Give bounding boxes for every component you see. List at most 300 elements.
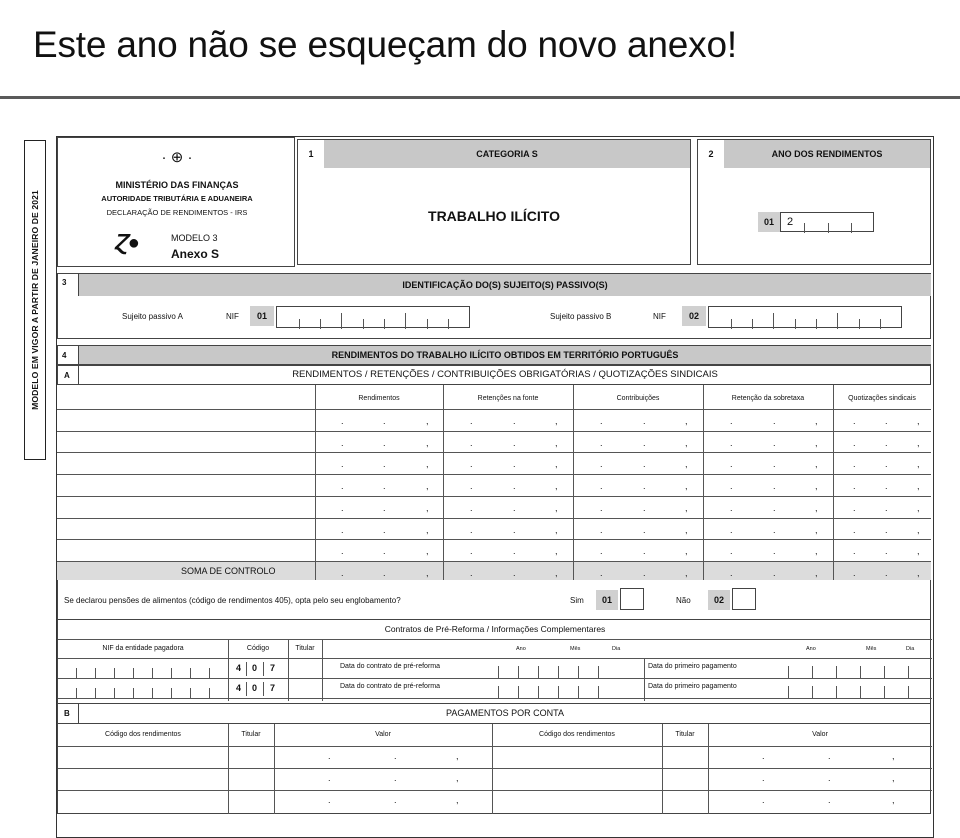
- amount-input[interactable]: [573, 431, 703, 452]
- year-input[interactable]: [780, 212, 874, 232]
- amount-separator: .: [828, 795, 831, 805]
- q4a-header: [57, 365, 931, 385]
- amount-separator: .: [513, 481, 516, 491]
- amount-separator: .: [885, 503, 888, 513]
- q4-header: [57, 345, 931, 365]
- declaration-name: DECLARAÇÃO DE RENDIMENTOS - IRS: [106, 208, 248, 217]
- digit-tick: [538, 666, 539, 678]
- amount-separator: .: [730, 416, 733, 426]
- digit-tick: [538, 686, 539, 698]
- digit-tick: [76, 688, 77, 698]
- ano2-header: Ano: [806, 646, 816, 652]
- digit-tick: [95, 668, 96, 678]
- amount-separator: ,: [685, 459, 688, 469]
- amount-separator: .: [328, 795, 331, 805]
- amount-separator: .: [600, 568, 603, 578]
- amount-separator: ,: [815, 546, 818, 556]
- amount-separator: ,: [426, 568, 429, 578]
- amount-separator: .: [730, 525, 733, 535]
- amount-separator: .: [600, 546, 603, 556]
- amount-separator: .: [341, 525, 344, 535]
- amount-separator: ,: [555, 568, 558, 578]
- digit-tick: [246, 662, 247, 676]
- digit-tick: [788, 666, 789, 678]
- amount-input[interactable]: [703, 474, 833, 495]
- amount-separator: .: [773, 416, 776, 426]
- amount-input[interactable]: [315, 409, 443, 430]
- amount-separator: .: [383, 546, 386, 556]
- nao-field-number: 02: [708, 590, 730, 610]
- side-label-box: [24, 140, 46, 460]
- amount-separator: .: [383, 481, 386, 491]
- amount-separator: ,: [892, 773, 895, 783]
- amount-separator: .: [470, 525, 473, 535]
- amount-separator: ,: [456, 795, 459, 805]
- digit-tick: [209, 668, 210, 678]
- digit-tick: [498, 686, 499, 698]
- amount-separator: ,: [426, 546, 429, 556]
- amount-separator: ,: [917, 481, 920, 491]
- amount-separator: .: [853, 568, 856, 578]
- amount-separator: ,: [917, 525, 920, 535]
- amount-separator: .: [643, 546, 646, 556]
- amount-separator: .: [470, 481, 473, 491]
- anexo-label: Anexo S: [171, 247, 220, 261]
- b-codigo2-header: Código dos rendimentos: [539, 731, 615, 738]
- amount-separator: .: [513, 416, 516, 426]
- q4a-title: RENDIMENTOS / RETENÇÕES / CONTRIBUIÇÕES OBRIGATÓRIAS / QUOTIZAÇÕES SINDICAIS: [78, 366, 931, 384]
- amount-separator: .: [341, 546, 344, 556]
- amount-separator: .: [885, 416, 888, 426]
- amount-separator: .: [853, 525, 856, 535]
- amount-separator: ,: [815, 416, 818, 426]
- amount-separator: .: [643, 459, 646, 469]
- digit-tick: [263, 662, 264, 676]
- b-valor-header: Valor: [375, 731, 391, 738]
- amount-input[interactable]: [315, 539, 443, 560]
- nao-label: Não: [676, 596, 691, 605]
- amount-separator: ,: [815, 525, 818, 535]
- amount-input[interactable]: [315, 452, 443, 473]
- pensoes-row: [57, 580, 931, 620]
- amount-separator: .: [600, 459, 603, 469]
- amount-separator: ,: [917, 546, 920, 556]
- data-contrato-label: Data do contrato de pré-reforma: [340, 663, 440, 670]
- sujeito-b-label: Sujeito passivo B: [550, 312, 612, 321]
- amount-separator: ,: [917, 459, 920, 469]
- amount-separator: ,: [917, 503, 920, 513]
- nif-b-input[interactable]: [708, 306, 902, 328]
- nif-a-label: NIF: [226, 312, 239, 321]
- code2-7: 7: [270, 683, 276, 693]
- digit-tick: [578, 666, 579, 678]
- amount-separator: .: [773, 481, 776, 491]
- amount-input[interactable]: [833, 409, 931, 430]
- col-quotizacoes: Quotizações sindicais: [848, 395, 916, 402]
- amount-separator: ,: [426, 503, 429, 513]
- amount-separator: .: [600, 416, 603, 426]
- digit-tick: [836, 686, 837, 698]
- amount-separator: .: [773, 503, 776, 513]
- amount-input[interactable]: [833, 496, 931, 517]
- amount-separator: .: [773, 546, 776, 556]
- col-sobretaxa: Retenção da sobretaxa: [731, 395, 805, 402]
- contratos-table: [57, 620, 931, 704]
- code-4: 4: [236, 663, 242, 673]
- amount-separator: .: [773, 568, 776, 578]
- dia-header: Dia: [612, 646, 621, 652]
- digit-tick: [578, 686, 579, 698]
- amount-input[interactable]: [703, 431, 833, 452]
- digit-tick: [884, 686, 885, 698]
- amount-input[interactable]: [573, 452, 703, 473]
- amount-separator: .: [383, 568, 386, 578]
- amount-separator: .: [853, 546, 856, 556]
- amount-separator: .: [828, 773, 831, 783]
- col-divider: [228, 724, 229, 814]
- pensoes-question: Se declarou pensões de alimentos (código de rendimentos 405), opta pelo seu englobamento?: [64, 596, 401, 605]
- amount-separator: .: [513, 459, 516, 469]
- amount-input[interactable]: [443, 474, 573, 495]
- b-titular2-header: Titular: [675, 731, 695, 738]
- amount-separator: .: [600, 525, 603, 535]
- amount-separator: ,: [892, 795, 895, 805]
- amount-separator: .: [328, 751, 331, 761]
- amount-input[interactable]: [573, 518, 703, 539]
- q1-number: 1: [298, 140, 325, 168]
- amount-input[interactable]: [573, 474, 703, 495]
- amount-separator: ,: [815, 568, 818, 578]
- amount-separator: .: [383, 503, 386, 513]
- amount-separator: ,: [555, 459, 558, 469]
- amount-input[interactable]: [443, 409, 573, 430]
- amount-separator: .: [730, 438, 733, 448]
- digit-tick: [860, 686, 861, 698]
- digit-tick: [76, 668, 77, 678]
- digit-tick: [558, 686, 559, 698]
- amount-input[interactable]: [703, 452, 833, 473]
- quadro-3: [57, 273, 931, 339]
- col-divider: [708, 724, 709, 814]
- digit-tick: [598, 666, 599, 678]
- coat-of-arms-icon: · ⊕ ·: [161, 149, 193, 166]
- digit-tick: [518, 666, 519, 678]
- q4b-title: PAGAMENTOS POR CONTA: [78, 704, 931, 723]
- amount-separator: .: [383, 438, 386, 448]
- amount-input[interactable]: [573, 409, 703, 430]
- amount-separator: ,: [555, 481, 558, 491]
- amount-input[interactable]: [833, 474, 931, 495]
- amount-separator: .: [885, 459, 888, 469]
- digit-tick: [518, 686, 519, 698]
- amount-input[interactable]: [443, 539, 573, 560]
- irs-form-anexo-s: [56, 136, 934, 838]
- sim-field-number: 01: [596, 590, 618, 610]
- rendimentos-table: [57, 385, 931, 580]
- data-pagamento-label: Data do primeiro pagamento: [648, 663, 737, 670]
- b-titular-header: Titular: [241, 731, 261, 738]
- row-divider: [58, 790, 932, 791]
- amount-separator: ,: [917, 438, 920, 448]
- digit-tick: [812, 686, 813, 698]
- quadro-1: [297, 139, 691, 265]
- digit-tick: [114, 688, 115, 698]
- amount-separator: .: [383, 525, 386, 535]
- amount-separator: .: [600, 503, 603, 513]
- amount-separator: .: [853, 438, 856, 448]
- data-contrato-label-2: Data do contrato de pré-reforma: [340, 683, 440, 690]
- amount-input[interactable]: [443, 496, 573, 517]
- pagamentos-table: [57, 724, 931, 814]
- amount-separator: .: [853, 503, 856, 513]
- row-divider: [57, 561, 931, 562]
- amount-separator: .: [328, 773, 331, 783]
- digit-tick: [884, 666, 885, 678]
- amount-separator: .: [470, 416, 473, 426]
- amount-separator: .: [513, 546, 516, 556]
- amount-separator: .: [885, 568, 888, 578]
- col-retencoes: Retenções na fonte: [477, 395, 539, 402]
- q2-title: ANO DOS RENDIMENTOS: [724, 140, 930, 168]
- digit-tick: [133, 668, 134, 678]
- amount-input[interactable]: [703, 409, 833, 430]
- amount-input[interactable]: [443, 431, 573, 452]
- code-7: 7: [270, 663, 276, 673]
- amount-separator: .: [470, 438, 473, 448]
- amount-input[interactable]: [703, 518, 833, 539]
- amount-separator: .: [470, 568, 473, 578]
- amount-separator: ,: [685, 481, 688, 491]
- amount-separator: .: [341, 503, 344, 513]
- amount-separator: ,: [456, 751, 459, 761]
- amount-separator: ,: [685, 416, 688, 426]
- amount-separator: ,: [426, 481, 429, 491]
- amount-separator: .: [643, 503, 646, 513]
- q4b-header: [57, 704, 931, 724]
- code2-0: 0: [252, 683, 258, 693]
- amount-separator: .: [853, 459, 856, 469]
- amount-separator: ,: [815, 438, 818, 448]
- amount-separator: .: [394, 751, 397, 761]
- amount-separator: ,: [685, 438, 688, 448]
- nao-checkbox[interactable]: [732, 588, 756, 610]
- amount-separator: .: [643, 481, 646, 491]
- b-valor2-header: Valor: [812, 731, 828, 738]
- digit-tick: [171, 668, 172, 678]
- amount-separator: .: [513, 438, 516, 448]
- amount-separator: .: [643, 438, 646, 448]
- q1-value: TRABALHO ILÍCITO: [428, 208, 560, 224]
- ministry-name: MINISTÉRIO DAS FINANÇAS: [115, 180, 239, 190]
- amount-separator: ,: [815, 459, 818, 469]
- q3-number: 3: [62, 278, 67, 287]
- amount-separator: .: [762, 773, 765, 783]
- year-digit: 2: [787, 216, 794, 228]
- amount-separator: .: [885, 438, 888, 448]
- q4a-letter: A: [64, 371, 70, 380]
- amount-separator: .: [383, 416, 386, 426]
- sujeito-a-label: Sujeito passivo A: [122, 312, 183, 321]
- amount-separator: ,: [555, 438, 558, 448]
- nif-a-input[interactable]: [276, 306, 470, 328]
- amount-separator: .: [394, 795, 397, 805]
- mes-header: Mês: [570, 646, 581, 652]
- amount-separator: .: [341, 568, 344, 578]
- code2-4: 4: [236, 683, 242, 693]
- mes2-header: Mês: [866, 646, 877, 652]
- digit-tick: [190, 668, 191, 678]
- amount-separator: .: [853, 416, 856, 426]
- amount-input[interactable]: [443, 452, 573, 473]
- q4b-letter: B: [64, 709, 70, 718]
- amount-input[interactable]: [833, 452, 931, 473]
- amount-separator: .: [773, 459, 776, 469]
- amount-separator: ,: [892, 751, 895, 761]
- col-divider: [492, 724, 493, 814]
- amount-separator: .: [885, 481, 888, 491]
- modelo-label: MODELO 3: [171, 233, 218, 243]
- amount-separator: .: [643, 525, 646, 535]
- amount-input[interactable]: [573, 539, 703, 560]
- ano-header: Ano: [516, 646, 526, 652]
- amount-separator: ,: [555, 546, 558, 556]
- amount-separator: ,: [456, 773, 459, 783]
- data-pagamento-label-2: Data do primeiro pagamento: [648, 683, 737, 690]
- amount-input[interactable]: [443, 518, 573, 539]
- amount-separator: ,: [555, 416, 558, 426]
- amount-separator: .: [885, 546, 888, 556]
- col-divider: [274, 724, 275, 814]
- amount-separator: .: [853, 481, 856, 491]
- col-contribuicoes: Contribuições: [616, 395, 660, 402]
- col-rendimentos: Rendimentos: [358, 395, 400, 402]
- amount-separator: ,: [917, 568, 920, 578]
- nif-b-field-number: 02: [682, 306, 706, 326]
- q3-title: IDENTIFICAÇÃO DO(S) SUJEITO(S) PASSIVO(S): [78, 274, 931, 296]
- q2-number: 2: [698, 140, 725, 168]
- row-divider: [58, 768, 932, 769]
- col-divider: [662, 724, 663, 814]
- amount-separator: .: [470, 503, 473, 513]
- amount-separator: ,: [555, 525, 558, 535]
- amount-separator: .: [341, 416, 344, 426]
- amount-separator: .: [762, 751, 765, 761]
- amount-separator: .: [643, 568, 646, 578]
- amount-input[interactable]: [833, 518, 931, 539]
- c-codigo-header: Código: [246, 645, 270, 652]
- amount-separator: ,: [917, 416, 920, 426]
- amount-separator: ,: [426, 416, 429, 426]
- amount-separator: .: [773, 438, 776, 448]
- q4-number: 4: [62, 351, 67, 360]
- code-0: 0: [252, 663, 258, 673]
- nif-b-label: NIF: [653, 312, 666, 321]
- digit-tick: [133, 688, 134, 698]
- side-label: MODELO EM VIGOR A PARTIR DE JANEIRO DE 2021: [30, 190, 40, 410]
- amount-separator: .: [730, 568, 733, 578]
- soma-label: SOMA DE CONTROLO: [181, 566, 276, 576]
- amount-input[interactable]: [573, 496, 703, 517]
- amount-separator: .: [470, 546, 473, 556]
- amount-input[interactable]: [315, 518, 443, 539]
- amount-separator: .: [383, 459, 386, 469]
- amount-input[interactable]: [833, 539, 931, 560]
- modelo-logo-icon: Ɀ●: [114, 232, 140, 254]
- amount-separator: ,: [815, 481, 818, 491]
- amount-separator: .: [341, 459, 344, 469]
- amount-input[interactable]: [833, 431, 931, 452]
- amount-separator: ,: [426, 459, 429, 469]
- ministry-box: [57, 137, 295, 267]
- amount-separator: ,: [685, 503, 688, 513]
- amount-separator: .: [600, 481, 603, 491]
- c-titular-header: Titular: [295, 645, 315, 652]
- amount-separator: ,: [685, 568, 688, 578]
- amount-separator: ,: [426, 438, 429, 448]
- amount-separator: .: [513, 525, 516, 535]
- caption: Este ano não se esqueçam do novo anexo!: [33, 24, 737, 65]
- digit-tick: [836, 666, 837, 678]
- q1-title: CATEGORIA S: [324, 140, 690, 168]
- digit-tick: [498, 666, 499, 678]
- amount-separator: .: [513, 503, 516, 513]
- amount-input[interactable]: [703, 496, 833, 517]
- amount-separator: ,: [685, 525, 688, 535]
- amount-separator: .: [730, 503, 733, 513]
- c-nif-header: NIF da entidade pagadora: [102, 645, 184, 652]
- digit-tick: [788, 686, 789, 698]
- amount-input[interactable]: [315, 496, 443, 517]
- authority-name: AUTORIDADE TRIBUTÁRIA E ADUANEIRA: [101, 194, 253, 203]
- amount-separator: .: [828, 751, 831, 761]
- amount-separator: .: [394, 773, 397, 783]
- digit-tick: [152, 668, 153, 678]
- amount-separator: .: [341, 481, 344, 491]
- amount-separator: .: [600, 438, 603, 448]
- digit-tick: [190, 688, 191, 698]
- amount-separator: .: [730, 546, 733, 556]
- digit-tick: [558, 666, 559, 678]
- amount-separator: .: [341, 438, 344, 448]
- divider: [0, 96, 960, 99]
- dia2-header: Dia: [906, 646, 915, 652]
- amount-separator: .: [470, 459, 473, 469]
- digit-tick: [152, 688, 153, 698]
- contratos-title: Contratos de Pré-Reforma / Informações Complementares: [384, 624, 606, 634]
- q2-field-number: 01: [758, 212, 780, 232]
- amount-input[interactable]: [315, 431, 443, 452]
- amount-separator: ,: [426, 525, 429, 535]
- nif-a-field-number: 01: [250, 306, 274, 326]
- amount-input[interactable]: [703, 539, 833, 560]
- quadro-2: [697, 139, 931, 265]
- digit-tick: [246, 682, 247, 696]
- digit-tick: [95, 688, 96, 698]
- digit-tick: [171, 688, 172, 698]
- amount-input[interactable]: [315, 474, 443, 495]
- amount-separator: ,: [555, 503, 558, 513]
- sim-checkbox[interactable]: [620, 588, 644, 610]
- q4-title: RENDIMENTOS DO TRABALHO ILÍCITO OBTIDOS EM TERRITÓRIO PORTUGUÊS: [78, 346, 931, 364]
- row-divider: [58, 746, 932, 747]
- digit-tick: [114, 668, 115, 678]
- amount-separator: ,: [815, 503, 818, 513]
- digit-tick: [209, 688, 210, 698]
- amount-separator: .: [643, 416, 646, 426]
- amount-separator: .: [730, 481, 733, 491]
- amount-separator: .: [885, 525, 888, 535]
- digit-tick: [908, 666, 909, 678]
